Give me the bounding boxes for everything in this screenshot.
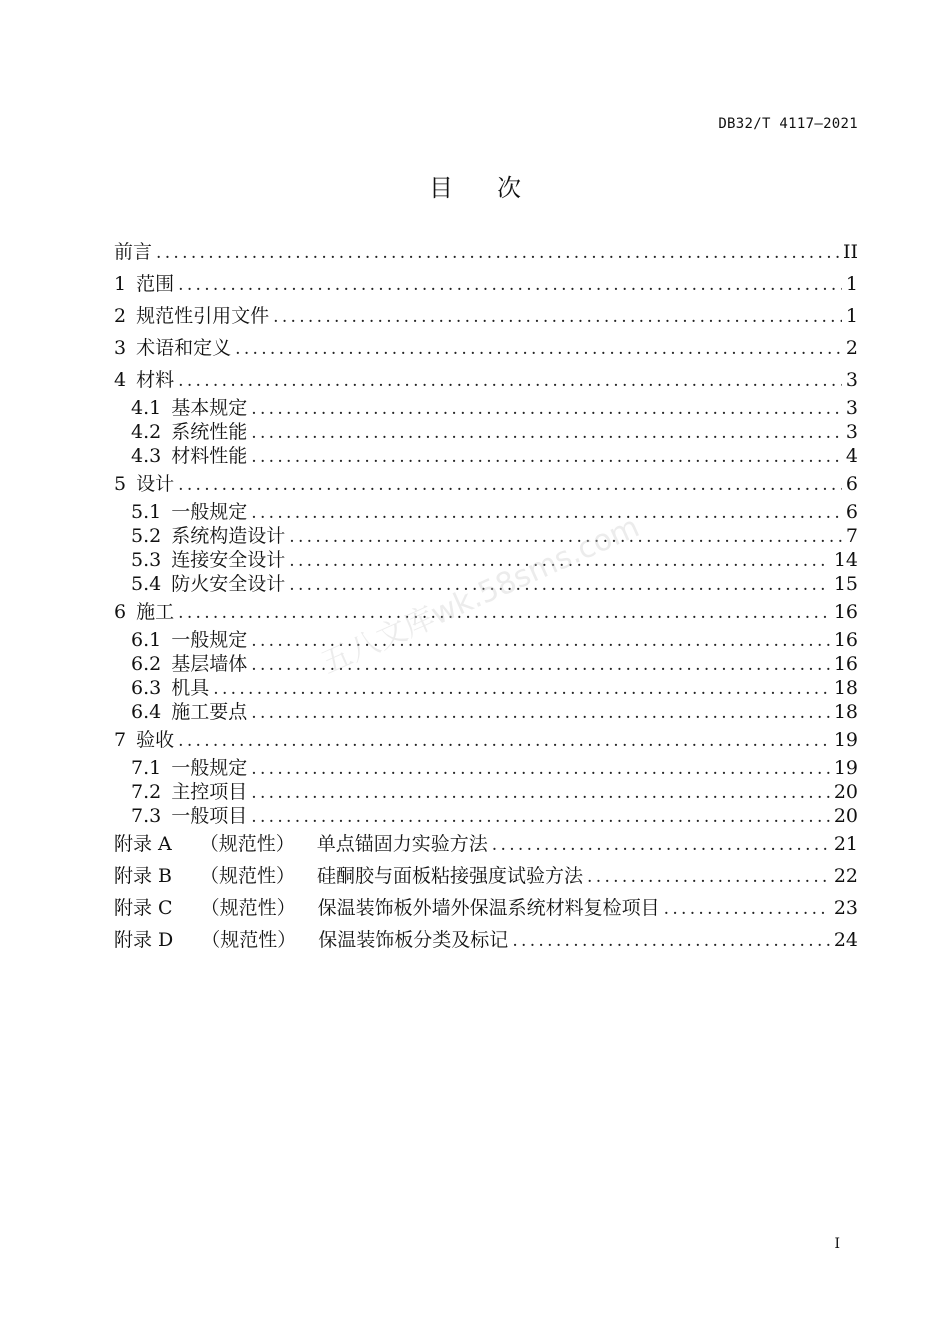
toc-entry[interactable] — [114, 652, 858, 676]
toc-entry-label: 保温装饰板分类及标记 — [318, 929, 509, 951]
toc-entry-page: 20 — [833, 805, 858, 827]
toc-entry-label: 一般规定 — [171, 757, 248, 779]
toc-entry-number: 3 — [114, 337, 127, 359]
toc-entry-page: 3 — [845, 421, 858, 443]
toc-appendix-type: （规范性） — [199, 833, 295, 855]
toc-entry-page: 22 — [833, 865, 858, 887]
toc-entry[interactable] — [114, 700, 858, 724]
dot-leader — [492, 829, 830, 861]
toc-entry-label: 材料 — [136, 369, 175, 391]
toc-entry-label: 保温装饰板外墙外保温系统材料复检项目 — [317, 897, 660, 919]
dot-leader — [251, 781, 830, 805]
dot-leader — [235, 333, 842, 365]
toc-entry-label: 基层墙体 — [171, 653, 248, 675]
toc-entry-title — [131, 524, 285, 548]
page-title: 目次 — [429, 174, 565, 203]
toc-entry-page: 19 — [833, 757, 858, 779]
toc-entry-page: 16 — [833, 629, 858, 651]
toc-entry-label: 一般规定 — [171, 629, 248, 651]
toc-entry[interactable] — [114, 724, 858, 756]
dot-leader — [251, 757, 830, 781]
dot-leader — [512, 925, 830, 957]
toc-entry-number: 7 — [114, 729, 127, 751]
toc-entry[interactable] — [114, 628, 858, 652]
toc-entry-page: 16 — [833, 601, 858, 623]
dot-leader — [289, 525, 842, 549]
dot-leader — [251, 805, 830, 829]
toc-entry-title — [114, 468, 174, 500]
dot-leader — [273, 301, 842, 333]
toc-entry-title — [114, 860, 583, 892]
toc-entry-number: 6.4 — [131, 701, 162, 723]
table-of-contents — [114, 236, 858, 956]
toc-entry-page: 4 — [845, 445, 858, 467]
toc-entry[interactable] — [114, 596, 858, 628]
toc-entry[interactable] — [114, 420, 858, 444]
toc-entry-label: 材料性能 — [171, 445, 248, 467]
toc-entry[interactable] — [114, 756, 858, 780]
toc-entry-page: 24 — [833, 929, 858, 951]
dot-leader — [178, 725, 830, 757]
toc-entry-label: 一般规定 — [171, 501, 248, 523]
toc-entry-label: 主控项目 — [171, 781, 248, 803]
dot-leader — [251, 421, 842, 445]
toc-entry-title — [114, 268, 174, 300]
toc-entry-page: 15 — [833, 573, 858, 595]
toc-entry-number: 5 — [114, 473, 127, 495]
toc-entry[interactable] — [114, 396, 858, 420]
toc-entry-title — [114, 236, 152, 268]
toc-entry-number: 4.3 — [131, 445, 162, 467]
toc-entry-label: 机具 — [171, 677, 210, 699]
dot-leader — [213, 677, 830, 701]
toc-entry-page: 2 — [845, 337, 858, 359]
toc-entry-page: 23 — [833, 897, 858, 919]
toc-entry-number: 5.4 — [131, 573, 162, 595]
toc-entry[interactable] — [114, 572, 858, 596]
toc-appendix-entry[interactable] — [114, 828, 858, 860]
watermark: 五八文库wk.58sms.com — [316, 509, 645, 682]
toc-entry-title — [114, 724, 174, 756]
toc-entry-number: 附录 D — [114, 929, 174, 951]
toc-entry-label: 术语和定义 — [136, 337, 232, 359]
toc-entry-number: 5.3 — [131, 549, 162, 571]
toc-entry[interactable] — [114, 804, 858, 828]
document-code: DB32/T 4117—2021 — [718, 116, 858, 132]
toc-appendix-type: （规范性） — [200, 897, 296, 919]
toc-appendix-entry[interactable] — [114, 860, 858, 892]
toc-entry-number: 2 — [114, 305, 127, 327]
dot-leader — [289, 549, 830, 573]
toc-appendix-type: （规范性） — [200, 865, 296, 887]
dot-leader — [178, 469, 842, 501]
toc-entry-number: 6.1 — [131, 629, 162, 651]
toc-entry-title — [114, 828, 488, 860]
toc-entry-label: 连接安全设计 — [171, 549, 286, 571]
toc-appendix-entry[interactable] — [114, 924, 858, 956]
toc-entry-label: 防火安全设计 — [171, 573, 286, 595]
toc-entry[interactable] — [114, 548, 858, 572]
toc-entry-label: 系统性能 — [171, 421, 248, 443]
toc-entry-page: 6 — [845, 501, 858, 523]
toc-entry-page: 18 — [833, 701, 858, 723]
toc-entry-page: 3 — [845, 369, 858, 391]
toc-entry-label: 基本规定 — [171, 397, 248, 419]
toc-entry-label: 验收 — [136, 729, 175, 751]
toc-entry-title — [131, 700, 247, 724]
toc-entry-label: 施工要点 — [171, 701, 248, 723]
toc-entry-number: 1 — [114, 273, 127, 295]
toc-entry-title — [131, 780, 247, 804]
dot-leader — [251, 653, 830, 677]
toc-entry-number: 附录 A — [114, 833, 172, 855]
toc-entry-page: 16 — [833, 653, 858, 675]
toc-entry[interactable] — [114, 332, 858, 364]
toc-entry[interactable] — [114, 500, 858, 524]
toc-entry[interactable] — [114, 780, 858, 804]
toc-appendix-type: （规范性） — [201, 929, 297, 951]
dot-leader — [251, 445, 842, 469]
toc-entry[interactable] — [114, 300, 858, 332]
toc-entry[interactable] — [114, 676, 858, 700]
toc-entry-label: 设计 — [136, 473, 175, 495]
toc-entry-page: 19 — [833, 729, 858, 751]
toc-entry-number: 5.1 — [131, 501, 162, 523]
toc-entry-page: 1 — [845, 305, 858, 327]
toc-entry-number: 附录 C — [114, 897, 173, 919]
toc-entry[interactable] — [114, 524, 858, 548]
toc-entry[interactable] — [114, 236, 858, 268]
dot-leader — [178, 269, 842, 301]
toc-entry-label: 前言 — [114, 241, 153, 263]
toc-entry-title — [131, 652, 247, 676]
dot-leader — [156, 237, 839, 269]
toc-entry-label: 范围 — [136, 273, 175, 295]
toc-entry-title — [114, 332, 231, 364]
toc-entry-label: 规范性引用文件 — [136, 305, 270, 327]
toc-entry-page: 20 — [833, 781, 858, 803]
toc-entry-title — [131, 500, 247, 524]
toc-entry-title — [131, 676, 209, 700]
toc-entry-title — [114, 924, 508, 956]
toc-entry-page: 1 — [845, 273, 858, 295]
toc-entry-number: 6 — [114, 601, 127, 623]
dot-leader — [251, 701, 830, 725]
toc-entry-title — [114, 300, 269, 332]
toc-entry-number: 7.1 — [131, 757, 162, 779]
toc-entry-page: 14 — [833, 549, 858, 571]
toc-entry-label: 施工 — [136, 601, 175, 623]
dot-leader — [289, 573, 830, 597]
toc-entry-number: 7.3 — [131, 805, 162, 827]
toc-entry-title — [114, 596, 174, 628]
toc-entry-title — [114, 364, 174, 396]
toc-entry-number: 7.2 — [131, 781, 162, 803]
dot-leader — [178, 597, 830, 629]
toc-entry-page: 7 — [845, 525, 858, 547]
toc-entry-number: 4.1 — [131, 397, 162, 419]
toc-entry-title — [131, 756, 247, 780]
toc-entry-page: 21 — [833, 833, 858, 855]
toc-entry-number: 4 — [114, 369, 127, 391]
toc-entry-number: 6.3 — [131, 677, 162, 699]
toc-entry-label: 一般项目 — [171, 805, 248, 827]
toc-entry-number: 附录 B — [114, 865, 173, 887]
toc-entry-page: 3 — [845, 397, 858, 419]
toc-entry-page: 6 — [845, 473, 858, 495]
toc-entry-title — [131, 396, 247, 420]
toc-appendix-entry[interactable] — [114, 892, 858, 924]
dot-leader — [178, 365, 842, 397]
toc-entry-label: 系统构造设计 — [171, 525, 286, 547]
dot-leader — [251, 501, 842, 525]
toc-entry-number: 4.2 — [131, 421, 162, 443]
dot-leader — [664, 893, 830, 925]
toc-entry[interactable] — [114, 364, 858, 396]
page-number: I — [834, 1236, 840, 1252]
toc-entry-title — [131, 628, 247, 652]
toc-entry-title — [131, 444, 247, 468]
toc-entry-title — [131, 420, 247, 444]
dot-leader — [251, 629, 830, 653]
toc-entry[interactable] — [114, 444, 858, 468]
dot-leader — [251, 397, 842, 421]
toc-entry-label: 硅酮胶与面板粘接强度试验方法 — [317, 865, 584, 887]
toc-entry-title — [131, 548, 285, 572]
toc-entry-number: 5.2 — [131, 525, 162, 547]
toc-entry-page: II — [842, 241, 858, 263]
toc-entry[interactable] — [114, 268, 858, 300]
toc-entry-title — [114, 892, 660, 924]
toc-entry-label: 单点锚固力实验方法 — [316, 833, 488, 855]
dot-leader — [587, 861, 830, 893]
toc-entry[interactable] — [114, 468, 858, 500]
toc-entry-title — [131, 572, 285, 596]
toc-entry-page: 18 — [833, 677, 858, 699]
toc-entry-number: 6.2 — [131, 653, 162, 675]
toc-entry-title — [131, 804, 247, 828]
